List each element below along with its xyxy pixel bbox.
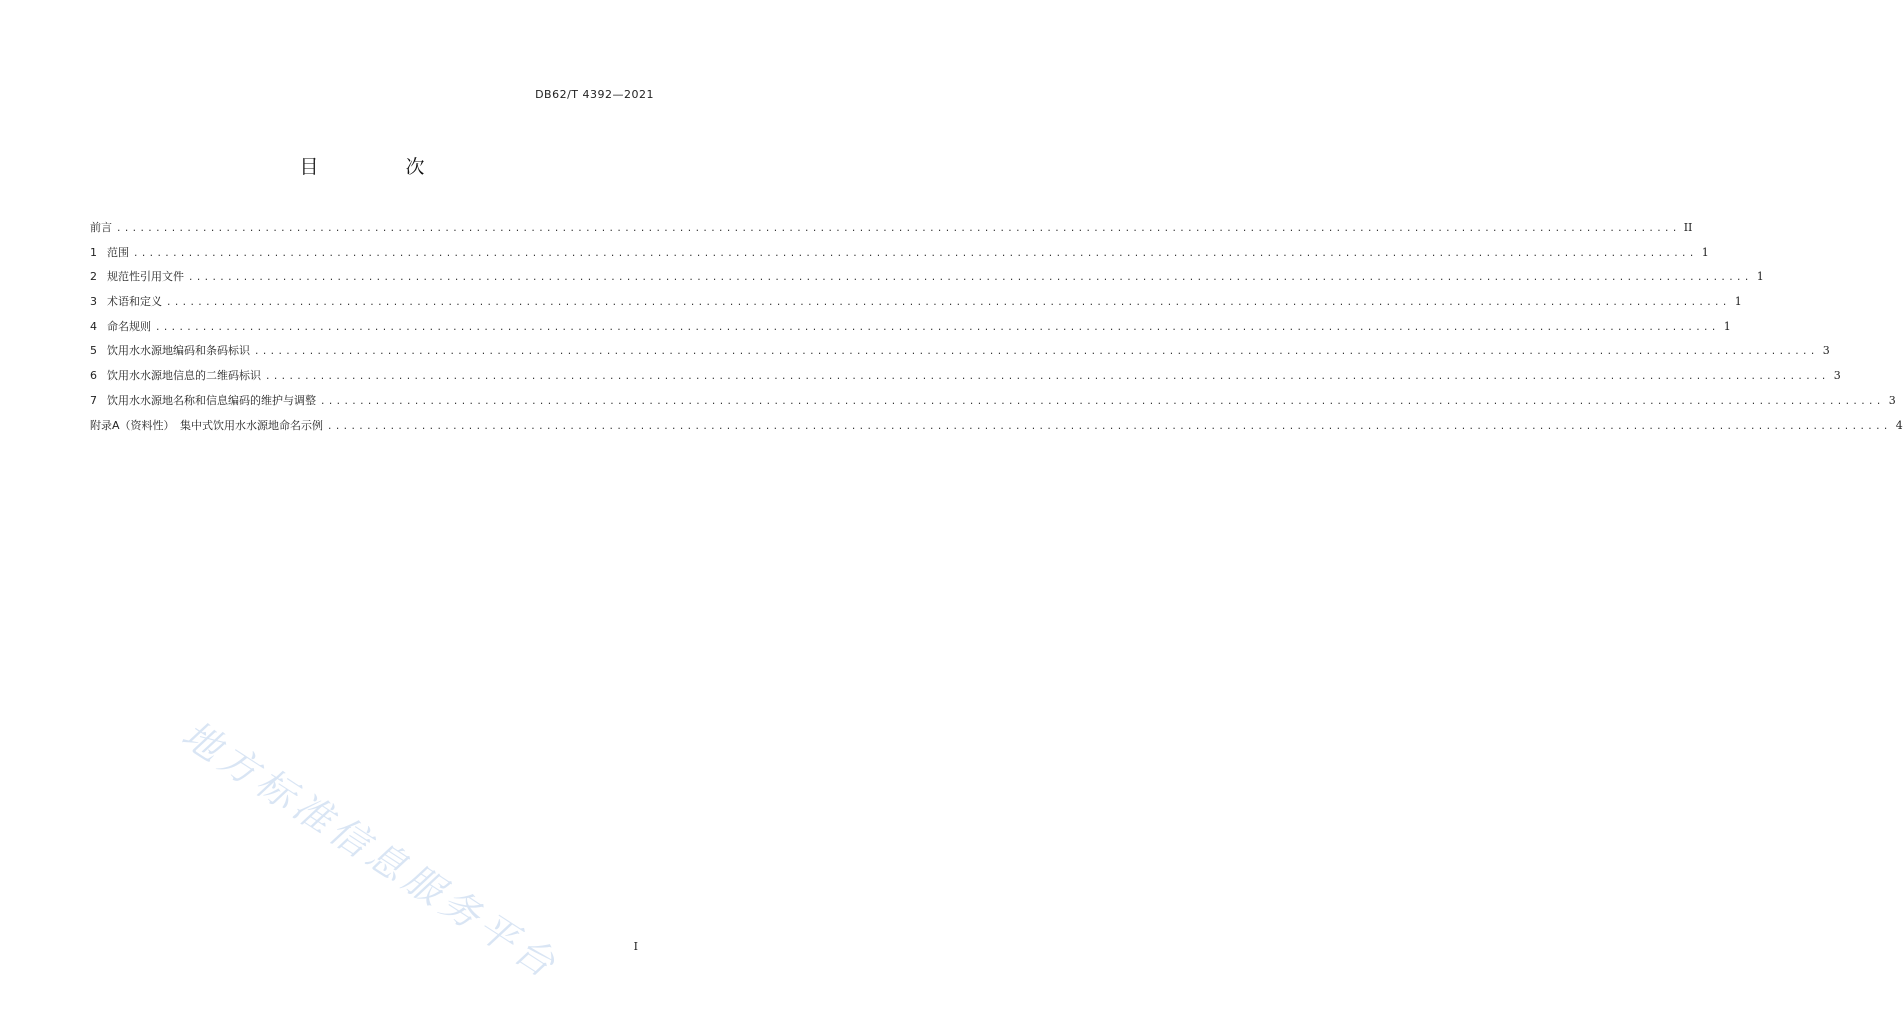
toc-entry-page: 1 (1756, 270, 1764, 284)
toc-entry-label: 饮用水水源地信息的二维码标识 (107, 369, 261, 383)
toc-leader-dots: ........................................................................................................................................................................................................ (320, 396, 1884, 407)
toc-entry-number: 2 (90, 270, 97, 284)
toc-entry-label: 饮用水水源地名称和信息编码的维护与调整 (107, 393, 316, 407)
toc-entry-page: 1 (1701, 245, 1709, 259)
toc-entry-page: 4 (1895, 418, 1903, 432)
toc-entry-number: 3 (90, 295, 97, 309)
toc-leader-dots: ........................................................................................................................................................................................................ (265, 372, 1829, 383)
table-of-contents (90, 219, 1903, 441)
toc-entry-label: 饮用水水源地编码和条码标识 (107, 344, 250, 358)
toc-entry-normative-references[interactable] (90, 268, 1764, 293)
toc-leader-dots: ........................................................................................................................................................................................................ (116, 224, 1680, 234)
toc-entry-label: 规范性引用文件 (107, 270, 184, 284)
toc-entry-number: 6 (90, 369, 97, 383)
toc-entry-number: 7 (90, 393, 97, 407)
toc-leader-dots: ........................................................................................................................................................................................................ (327, 421, 1891, 432)
toc-entry-page: 1 (1734, 295, 1742, 309)
document-id: DB62/T 4392—2021 (535, 88, 654, 101)
toc-entry-label: 附录A（资料性） 集中式饮用水水源地命名示例 (90, 418, 324, 432)
toc-entry-appendix-a[interactable] (90, 417, 1903, 442)
toc-entry-page: 3 (1822, 344, 1830, 358)
toc-entry-foreword[interactable] (90, 219, 1693, 244)
toc-entry-page: 1 (1723, 319, 1731, 333)
toc-entry-page: II (1683, 221, 1693, 234)
toc-entry-qrcode[interactable] (90, 367, 1841, 392)
toc-entry-scope[interactable] (90, 244, 1709, 269)
toc-entry-label: 前言 (90, 221, 112, 234)
toc-leader-dots: ........................................................................................................................................................................................................ (188, 273, 1752, 284)
page-title: 目 次 (299, 156, 459, 178)
toc-entry-label: 命名规则 (107, 319, 151, 333)
toc-entry-page: 3 (1888, 393, 1896, 407)
toc-leader-dots: ........................................................................................................................................................................................................ (133, 248, 1697, 259)
watermark: 地方标准信息服务平台 (174, 711, 568, 989)
toc-leader-dots: ........................................................................................................................................................................................................ (166, 298, 1730, 309)
toc-entry-label: 术语和定义 (107, 295, 162, 309)
toc-entry-barcode[interactable] (90, 342, 1830, 367)
toc-entry-page: 3 (1833, 369, 1841, 383)
toc-entry-terms-definitions[interactable] (90, 293, 1742, 318)
page-number: I (633, 940, 638, 953)
toc-leader-dots: ........................................................................................................................................................................................................ (155, 322, 1719, 333)
toc-leader-dots: ........................................................................................................................................................................................................ (254, 347, 1818, 358)
toc-entry-number: 5 (90, 344, 97, 358)
toc-entry-naming-rules[interactable] (90, 318, 1731, 343)
toc-entry-maintenance[interactable] (90, 392, 1896, 417)
toc-entry-number: 4 (90, 319, 97, 333)
toc-entry-number: 1 (90, 245, 97, 259)
toc-entry-label: 范围 (107, 245, 129, 259)
